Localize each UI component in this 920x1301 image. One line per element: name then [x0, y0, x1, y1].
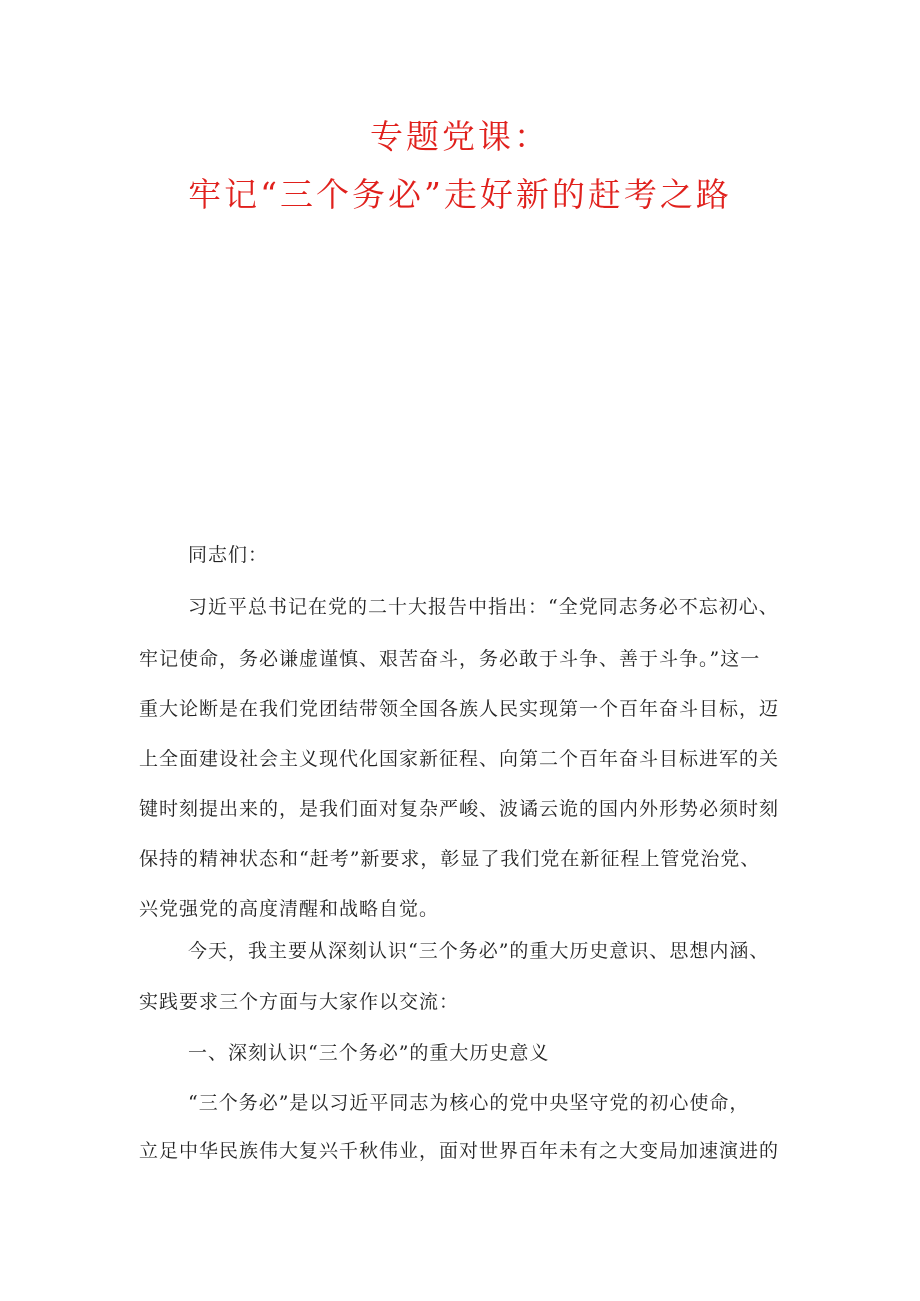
body-line: 实践要求三个方面与大家作以交流：: [139, 991, 460, 1013]
salutation: 同志们：: [188, 544, 269, 566]
document-title-line-2: 牢记“三个务必”走好新的赶考之路: [188, 175, 732, 214]
body-line: 上全面建设社会主义现代化国家新征程、向第二个百年奋斗目标进军的关: [139, 748, 780, 770]
body-line: 重大论断是在我们党团结带领全国各族人民实现第一个百年奋斗目标，迈: [139, 698, 780, 720]
body-line: 牢记使命，务必谦虚谨慎、艰苦奋斗，务必敢于斗争、善于斗争。”这一: [139, 648, 761, 670]
body-line: “三个务必”是以习近平同志为核心的党中央坚守党的初心使命，: [188, 1092, 750, 1114]
body-line: 习近平总书记在党的二十大报告中指出：“全党同志务必不忘初心、: [188, 596, 779, 618]
body-line: 今天，我主要从深刻认识“三个务必”的重大历史意识、思想内涵、: [188, 940, 770, 962]
section-heading: 一、深刻认识“三个务必”的重大历史意义: [188, 1042, 550, 1064]
body-line: 键时刻提出来的，是我们面对复杂严峻、波谲云诡的国内外形势必须时刻: [139, 798, 780, 820]
body-line: 保持的精神状态和“赶考”新要求，彰显了我们党在新征程上管党治党、: [139, 848, 761, 870]
body-line: 立足中华民族伟大复兴千秋伟业，面对世界百年未有之大变局加速演进的: [139, 1140, 780, 1162]
body-line: 兴党强党的高度清醒和战略自觉。: [139, 898, 440, 920]
document-title-line-1: 专题党课：: [370, 117, 550, 156]
